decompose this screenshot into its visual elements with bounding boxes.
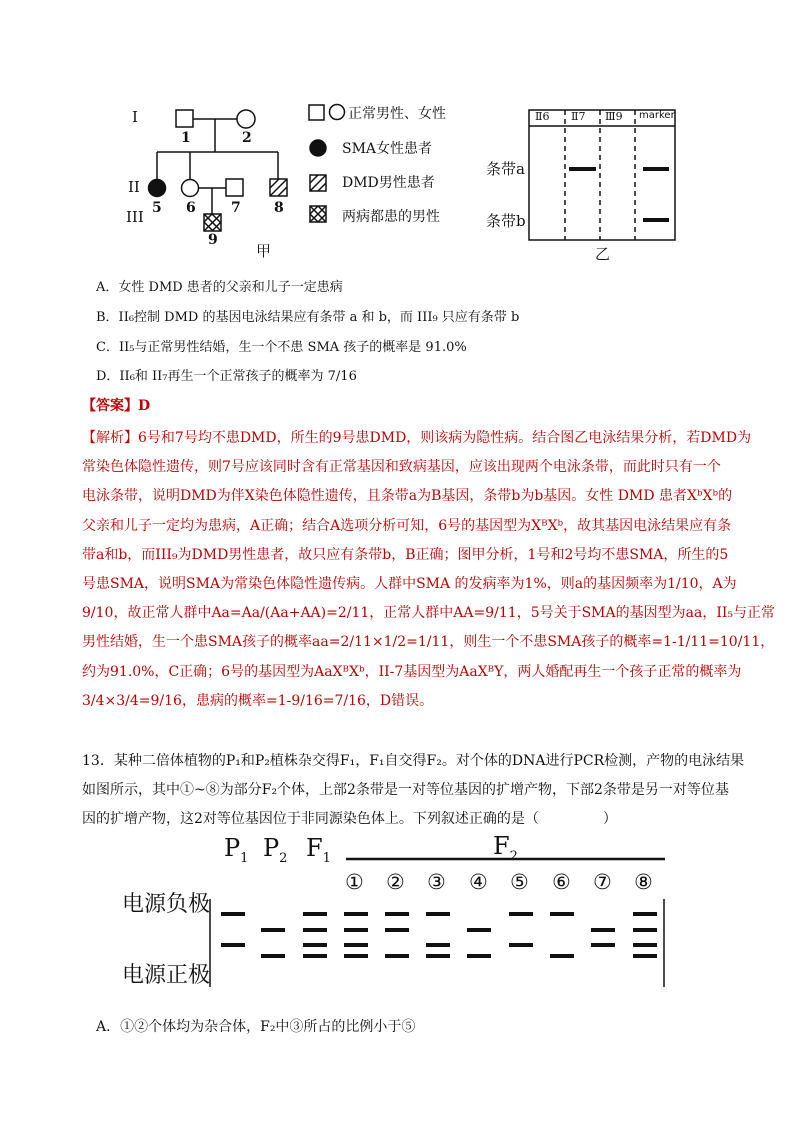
- gel-c-band: [509, 943, 533, 947]
- gel-c-band: [426, 912, 450, 916]
- gel-c-circled-number: ⑥: [552, 870, 571, 894]
- gel-c-label-p1-sub: 1: [240, 850, 249, 866]
- gel-b-band-label: 条带a: [486, 160, 525, 178]
- gel-b-lane-label: marker: [639, 110, 675, 121]
- gel-b-figure: [528, 108, 678, 244]
- gel-b-caption: 乙: [595, 245, 611, 263]
- gel-c-band: [550, 912, 574, 916]
- gel-c-band: [426, 954, 450, 958]
- analysis-line: 电泳条带，说明DMD为伴X染色体隐性遗传，且条带a为B基因，条带b为b基因。女性 DMD 患者XᵇXᵇ的: [82, 488, 733, 505]
- gel-c-label-f1: [306, 834, 331, 866]
- question-line: 13．某种二倍体植物的P₁和P₂植株杂交得F₁，F₁自交得F₂。对个体的DNA进行PCR检测，产物的电泳结果: [82, 753, 745, 769]
- gel-c-band: [467, 928, 491, 932]
- gel-b-band: [643, 218, 669, 222]
- pedigree-id: 1: [181, 130, 191, 146]
- gel-c-label-p2-letter: P: [263, 834, 280, 862]
- gel-b-band-label: 条带b: [486, 212, 526, 230]
- gel-c-circled-number: ①: [345, 870, 364, 894]
- gel-c-band: [633, 943, 657, 947]
- pedigree-id: 7: [231, 200, 241, 216]
- gel-c-circled-number: ③: [427, 870, 446, 894]
- gel-c-negative-label: 电源负极: [122, 892, 211, 917]
- gel-b-lane-label: Ⅱ7: [571, 110, 586, 123]
- legend-both-text: 两病都患的男性: [342, 209, 440, 225]
- analysis-line: 号患SMA，说明SMA为常染色体隐性遗传病。人群中SMA 的发病率为1%，则a的基因频率为1/10，A为: [82, 576, 737, 593]
- gel-c-band: [385, 954, 409, 958]
- analysis-line: 男性结婚，生一个患SMA孩子的概率aa=2/11×1/2=1/11，则生一个不患SMA孩子的概率=1-1/11=10/11，: [82, 634, 775, 651]
- gel-c-band: [633, 912, 657, 916]
- gel-c-band: [261, 954, 285, 958]
- gel-c-band: [303, 943, 327, 947]
- gel-c-label-f2-sub: 2: [509, 848, 518, 864]
- question-paren-close: ）: [602, 811, 617, 827]
- gel-c-band: [303, 912, 327, 916]
- pedigree-id: 5: [152, 200, 162, 216]
- gel-c-label-p1-letter: P: [224, 834, 241, 862]
- gel-c-band: [509, 912, 533, 916]
- gel-c-label-p2-sub: 2: [279, 850, 288, 866]
- analysis-line: 【解析】6号和7号均不患DMD，所生的9号患DMD，则该病为隐性病。结合图乙电泳结果分析，若DMD为: [82, 430, 752, 446]
- analysis-line: 带a和b，而III₉为DMD男性患者，故只应有条带b，B正确；图甲分析，1号和2号均不患SMA，所生的5: [82, 546, 729, 563]
- gel-c-circled-number: ④: [469, 870, 488, 894]
- pedigree-gen-label: III: [126, 208, 144, 226]
- gel-c-band: [426, 943, 450, 947]
- option-b: B．II₆控制 DMD 的基因电泳结果应有条带 a 和 b，而 III₉ 只应有条带 b: [96, 310, 520, 325]
- gel-c-band: [591, 943, 615, 947]
- gel-c-band: [221, 943, 245, 947]
- pedigree-id: 6: [186, 200, 196, 216]
- gel-c-band: [633, 954, 657, 958]
- pedigree-gen-label: I: [132, 108, 138, 126]
- gel-c-band: [385, 912, 409, 916]
- gel-c-positive-label: 电源正极: [122, 963, 211, 988]
- gel-c-circled-number: ⑧: [634, 870, 653, 894]
- option-c: C．II₅与正常男性结婚，生一个不患 SMA 孩子的概率是 91.0%: [96, 340, 467, 355]
- gel-c-band: [303, 954, 327, 958]
- gel-c-band: [385, 928, 409, 932]
- question-13: [82, 747, 745, 834]
- gel-c-band: [591, 928, 615, 932]
- pedigree-gen-label: II: [128, 178, 140, 196]
- gel-c-label-p2: [263, 834, 287, 866]
- pedigree-id: 2: [242, 130, 252, 146]
- gel-c-band: [261, 928, 285, 932]
- answer-tag: 【答案】D: [82, 398, 151, 414]
- gel-c-band: [344, 943, 368, 947]
- gel-c-band: [344, 912, 368, 916]
- analysis-line: 3/4×3/4=9/16，患病的概率=1-9/16=7/16，D错误。: [82, 692, 434, 709]
- gel-c-band: [467, 954, 491, 958]
- analysis-line: 9/10，故正常人群中Aa=Aa/(Aa+AA)=2/11，正常人群中AA=9/11，5号关于SMA的基因型为aa，II₅与正常: [82, 605, 775, 622]
- gel-c-label-f1-letter: F: [306, 834, 323, 862]
- pedigree-caption: 甲: [256, 242, 272, 260]
- gel-c-band: [344, 954, 368, 958]
- analysis-block: [82, 424, 775, 716]
- gel-c-circled-number: ⑤: [510, 870, 529, 894]
- question-line: 如图所示，其中①~⑧为部分F₂个体，上部2条带是一对等位基因的扩增产物，下部2条带是另一对等位基: [82, 782, 729, 798]
- gel-c-band: [344, 928, 368, 932]
- legend-normal-text: 正常男性、女性: [348, 106, 446, 122]
- gel-b-band: [569, 167, 596, 171]
- legend-dmd-text: DMD男性患者: [342, 175, 435, 191]
- gel-b-band: [643, 167, 669, 171]
- gel-c-circled-number: ②: [386, 870, 405, 894]
- gel-c-band: [303, 928, 327, 932]
- q13-option-a: A．①②个体均为杂合体，F₂中③所占的比例小于⑤: [96, 1019, 416, 1035]
- analysis-line: 约为91.0%，C正确；6号的基因型为AaXᴮXᵇ，II-7基因型为AaXᴮY，两人婚配再生一个孩子正常的概率为: [82, 663, 742, 680]
- gel-c-band: [221, 912, 245, 916]
- gel-c-band: [550, 954, 574, 958]
- pedigree-id: 8: [274, 200, 284, 216]
- pedigree-id: 9: [208, 232, 218, 248]
- pedigree-legend-symbols: [306, 98, 346, 228]
- legend-sma-text: SMA女性患者: [342, 141, 433, 157]
- option-d: D．II₆和 II₇再生一个正常孩子的概率为 7/16: [96, 369, 357, 384]
- gel-c-label-f2: [493, 832, 518, 864]
- analysis-line: 常染色体隐性遗传，则7号应该同时含有正常基因和致病基因，应该出现两个电泳条带，而此时只有一个: [82, 459, 721, 476]
- gel-c-circled-number: ⑦: [593, 870, 612, 894]
- question-line-text: 因的扩增产物，这2对等位基因位于非同源染色体上。下列叙述正确的是（: [82, 811, 539, 827]
- option-a: A．女性 DMD 患者的父亲和儿子一定患病: [96, 280, 343, 295]
- gel-c-label-f1-sub: 1: [322, 850, 331, 866]
- gel-b-lane-label: Ⅲ9: [605, 110, 623, 123]
- gel-c-label-f2-letter: F: [493, 832, 510, 860]
- analysis-line: 父亲和儿子一定均为患病，A正确；结合A选项分析可知，6号的基因型为XᴮXᵇ，故其基因电泳结果应有条: [82, 517, 732, 534]
- gel-c-band: [633, 928, 657, 932]
- gel-b-lane-label: Ⅱ6: [535, 110, 550, 123]
- gel-c-label-p1: [224, 834, 248, 866]
